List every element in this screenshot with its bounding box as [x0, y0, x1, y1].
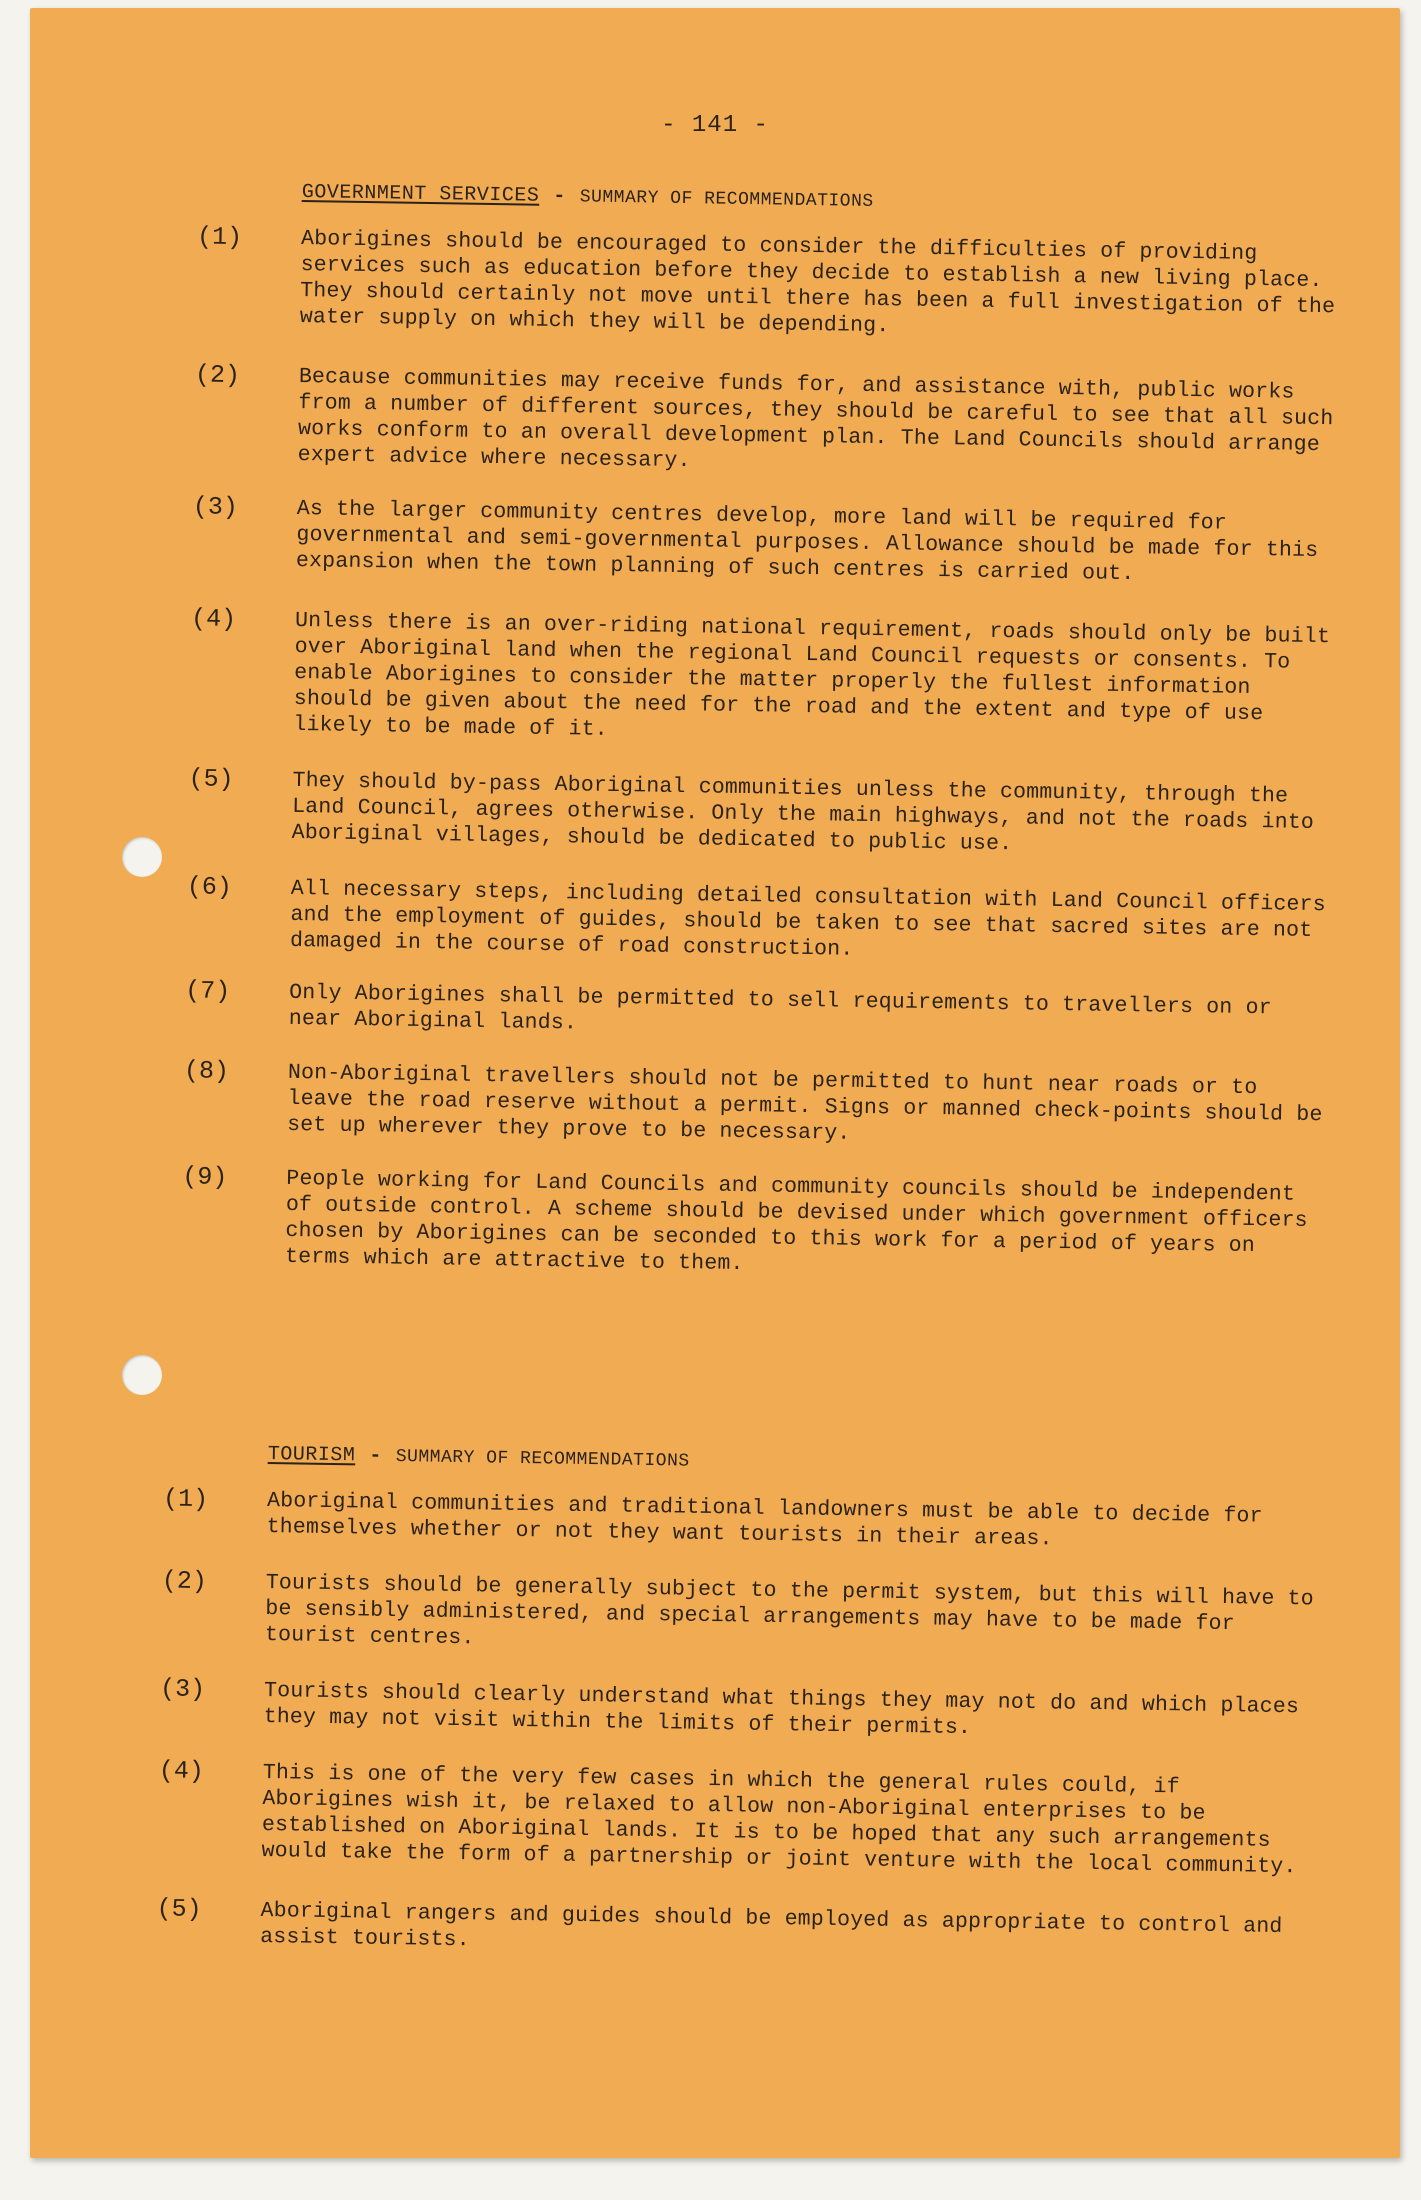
heading-dash: - — [553, 184, 567, 209]
recommendation-number: (3) — [192, 492, 239, 523]
recommendation-number: (5) — [188, 764, 234, 794]
recommendation-number: (1) — [196, 222, 243, 253]
recommendation-number: (9) — [182, 1162, 228, 1192]
recommendation-item — [161, 1566, 1326, 1665]
recommendation-text: Aborigines should be encouraged to consider the difficulties of providing services such as education before they decide to establish a new living place. They should certainly not move until there has been a full investigation of the water supply on which they will be depending. — [299, 226, 1336, 339]
recommendation-text: People working for Land Councils and community councils should be independent of outside control. A scheme should be devised under which government officers chosen by Aborigines can be seconded to this work for a period of years on terms which are attractive to them. — [284, 1166, 1308, 1277]
recommendation-text: Only Aborigines shall be permitted to sell requirements to travellers on or near Aboriginal lands. — [288, 980, 1272, 1036]
recommendation-number: (1) — [162, 1484, 209, 1515]
recommendation-text: Because communities may receive funds for, and assistance with, public works from a number of different sources, they should be careful to see that all such works conform to an overall development plan. The Land Councils should arrange expert advice where necessary. — [297, 364, 1334, 474]
recommendation-text: Tourists should clearly understand what things they may not do and which places they may not visit within the limits of their permits. — [263, 1678, 1300, 1741]
recommendation-item — [159, 1674, 1324, 1747]
recommendation-number: (4) — [190, 604, 237, 635]
recommendation-item — [196, 222, 1342, 346]
recommendation-item — [186, 872, 1331, 970]
recommendation-item — [190, 604, 1335, 754]
recommendation-item — [188, 764, 1333, 862]
recommendation-text: Non-Aboriginal travellers should not be permitted to hunt near roads or to leave the road reserve without a permit. Signs or manned check-points should be set up wherever they prove to be necessary. — [286, 1060, 1323, 1146]
tourism-section — [156, 1442, 1328, 1967]
recommendation-text: Unless there is an over-riding national requirement, roads should only be built over Aboriginal land when the regional Land Council requests or consents. To enable Aborigines to consider the matter properly the fullest information should be given about the need for the road and the extent and type of use likely to be made of it. — [293, 608, 1331, 742]
section-subtitle: SUMMARY OF RECOMMENDATIONS — [395, 1447, 690, 1472]
recommendation-item — [192, 492, 1337, 590]
punch-hole-bottom — [122, 1355, 162, 1395]
recommendation-number: (2) — [194, 360, 241, 391]
recommendation-item — [183, 1056, 1328, 1154]
section-title: GOVERNMENT SERVICES — [301, 180, 540, 208]
recommendation-text: As the larger community centres develop, more land will be required for governmental and semi-governmental purposes. Allowance should be made for this expansion when the town planning of such centres is carried out. — [295, 496, 1319, 587]
recommendation-number: (7) — [185, 976, 231, 1006]
recommendation-number: (6) — [186, 872, 233, 902]
recommendation-item — [194, 360, 1339, 484]
recommendation-item — [158, 1756, 1323, 1881]
punch-hole-top — [122, 837, 162, 877]
section-title: TOURISM — [267, 1442, 356, 1468]
recommendation-number: (3) — [159, 1674, 206, 1705]
recommendation-number: (4) — [158, 1756, 205, 1787]
recommendation-text: Tourists should be generally subject to the permit system, but this will have to be sensibly administered, and special arrangements may have to be made for tourist centres. — [264, 1570, 1315, 1651]
page-number: - 141 - — [661, 112, 769, 139]
section-subtitle: SUMMARY OF RECOMMENDATIONS — [579, 187, 874, 212]
recommendation-text: This is one of the very few cases in which the general rules could, if Aborigines wish it, be relaxed to allow non-Aboriginal enterprises to be established on Aboriginal lands. It is to be hoped that any such arrangements would take the form of a partnership or joint venture with the local community. — [261, 1760, 1297, 1880]
government-services-section — [182, 180, 1342, 1286]
recommendation-number: (5) — [156, 1894, 202, 1925]
recommendation-item — [162, 1484, 1327, 1557]
recommendation-text: Aboriginal communities and traditional landowners must be able to decide for themselves whether or not they want tourists in their areas. — [266, 1488, 1263, 1552]
recommendation-text: They should by-pass Aboriginal communities unless the community, through the Land Council, agrees otherwise. Only the main highways, and not the roads into Aboriginal villages, should be dedicated to public use. — [291, 768, 1315, 857]
recommendation-item — [185, 976, 1330, 1048]
recommendation-text: All necessary steps, including detailed consultation with Land Council officers and the employment of guides, should be taken to see that sacred sites are not damaged in the course of road construction. — [289, 876, 1327, 962]
heading-dash: - — [369, 1444, 383, 1468]
recommendation-item — [182, 1162, 1327, 1286]
recommendation-number: (8) — [183, 1056, 230, 1086]
recommendation-text: Aboriginal rangers and guides should be employed as appropriate to control and assist tourists. — [260, 1898, 1283, 1953]
recommendation-number: (2) — [161, 1566, 208, 1597]
